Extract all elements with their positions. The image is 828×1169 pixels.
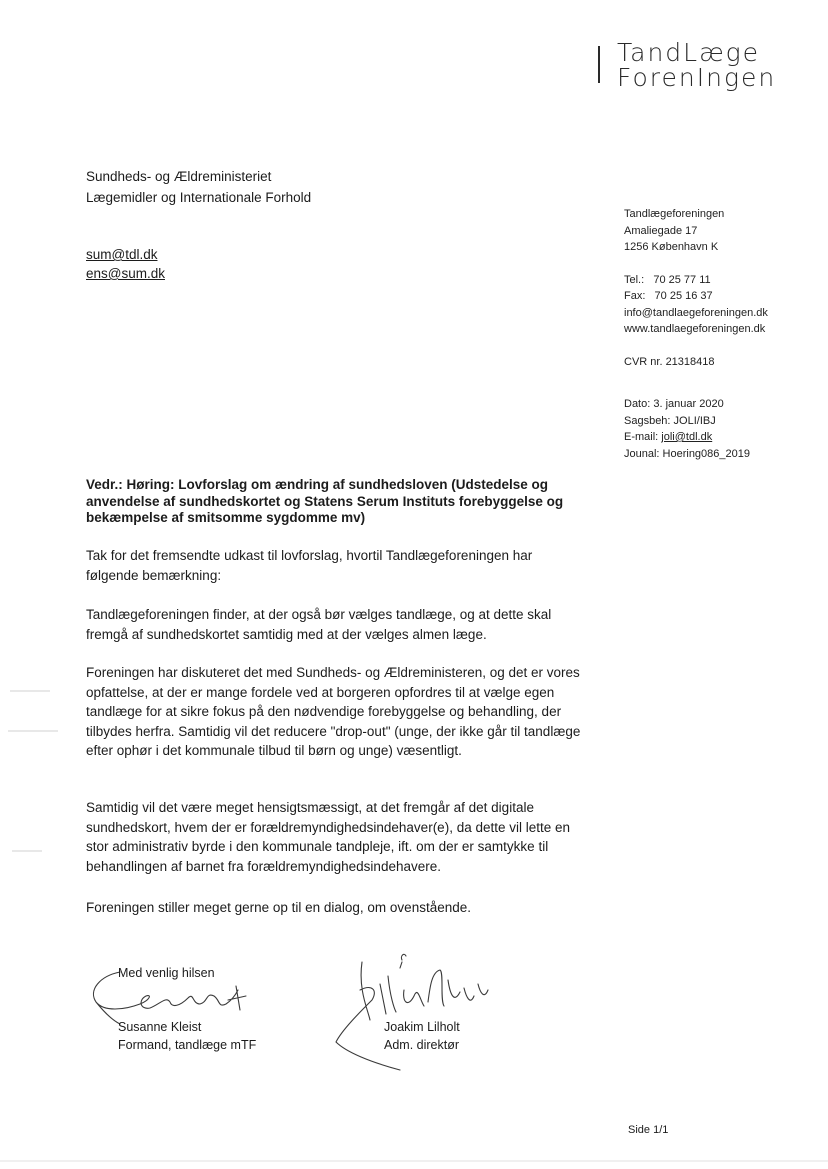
recipient-line-2: Lægemidler og Internationale Forhold: [86, 190, 312, 205]
sender-web[interactable]: www.tandlaegeforeningen.dk: [624, 323, 766, 335]
recipient-address: [86, 166, 311, 208]
letter-date: Dato: 3. januar 2020: [624, 398, 724, 410]
letter-subject: Vedr.: Høring: Lovforslag om ændring af sundhedsloven (Udstedelse og anvendelse af sundhedskortet og Statens Serum Instituts forebyggelse og bekæmpelse af smitsomme sygdomme mv): [86, 477, 564, 525]
signatory-1-title: Formand, tandlæge mTF: [118, 1038, 257, 1052]
case-email-link[interactable]: joli@tdl.dk: [661, 431, 713, 443]
paragraph-5: Foreningen stiller meget gerne op til en dialog, om ovenstående.: [86, 900, 471, 915]
scan-artifact: [0, 1160, 828, 1162]
scan-artifact: [12, 850, 42, 852]
sender-tel: Tel.: 70 25 77 11: [624, 273, 711, 286]
recipient-line-1: Sundheds- og Ældreministeriet: [86, 169, 272, 184]
signatory-2-name: Joakim Lilholt: [384, 1020, 460, 1034]
sender-info: [624, 206, 768, 462]
logo-line-1: TandLæge: [617, 38, 761, 67]
sender-email[interactable]: info@tandlaegeforeningen.dk: [624, 306, 768, 319]
scan-artifact: [8, 730, 58, 732]
sender-org: Tandlægeforeningen: [624, 208, 725, 220]
signatory-2-title: Adm. direktør: [384, 1038, 460, 1052]
sender-city: 1256 København K: [624, 241, 719, 253]
signatory-1-name: Susanne Kleist: [118, 1020, 202, 1034]
page-number: Side 1/1: [628, 1124, 669, 1136]
email-link-1[interactable]: sum@tdl.dk: [86, 247, 158, 262]
case-email-label: E-mail:: [624, 431, 662, 443]
paragraph-4: Samtidig vil det være meget hensigtsmæssigt, at det fremgår af det digitale sundhedskort, hvem der er forældremyndighedsindehaver(e), da dette vil lette en stor administrativ byrde i den kommunale tandpleje, ift. om der er samtykke til behandlingen af barnet fra forældremyndighedsindehavere.: [86, 800, 571, 874]
logo: [617, 40, 807, 90]
recipient-emails: [86, 245, 165, 283]
paragraph-3: Foreningen har diskuteret det med Sundheds- og Ældreministeren, og det er vores opfattelse, at der er mange fordele ved at borgeren opfordres til at vælge egen tandlæge for at sikre fokus på den nødvendige forebyggelse og behandling, der tilbydes herfra. Samtidig vil det reducere "drop-out" (unge, der ikke går til tandlæge efter ophør i det kommunale tilbud til børn og unge) væsentligt.: [86, 665, 581, 758]
paragraph-1: Tak for det fremsendte udkast til lovforslag, hvortil Tandlægeforeningen har følgende bemærkning:: [86, 548, 533, 583]
paragraph-2: Tandlægeforeningen finder, at der også bør vælges tandlæge, og at dette skal fremgå af sundhedskortet samtidig med at der vælges almen læge.: [86, 607, 552, 642]
case-email-row: [624, 429, 768, 446]
email-link-2[interactable]: ens@sum.dk: [86, 266, 165, 281]
closing-greeting: Med venlig hilsen: [118, 966, 215, 980]
caseworker: Sagsbeh: JOLI/IBJ: [624, 414, 716, 427]
logo-divider: [598, 46, 600, 83]
scan-artifact: [10, 690, 50, 692]
journal-number: Jounal: Hoering086_2019: [624, 447, 750, 460]
sender-fax: Fax: 70 25 16 37: [624, 290, 713, 302]
logo-line-2: ForenIngen: [617, 63, 777, 92]
sender-street: Amaliegade 17: [624, 224, 698, 237]
sender-cvr: CVR nr. 21318418: [624, 355, 715, 368]
